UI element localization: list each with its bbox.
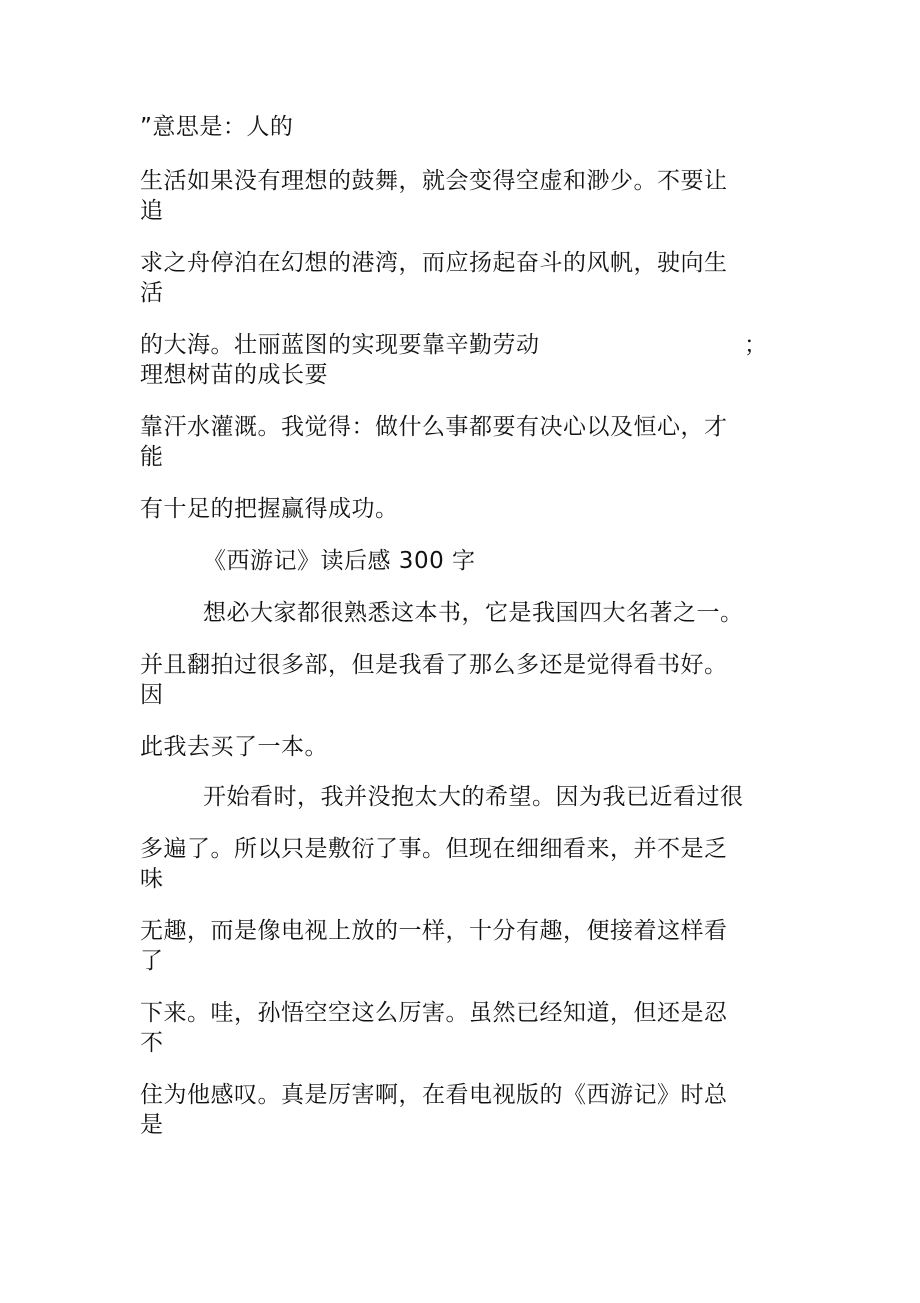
text-line: ”意思是：人的: [140, 114, 294, 140]
text-line: 味: [140, 866, 164, 892]
text-line: 理想树苗的成长要: [140, 362, 328, 388]
text-line: 追: [140, 198, 164, 224]
section-title: 《西游记》读后感 300 字: [203, 548, 476, 574]
text-line: 求之舟停泊在幻想的港湾，而应扬起奋斗的风帆，驶向生: [140, 250, 728, 276]
text-line: 能: [140, 444, 164, 470]
text-line: 并且翻拍过很多部，但是我看了那么多还是觉得看书好。: [140, 652, 728, 678]
text-line: 活: [140, 280, 164, 306]
text-line: 住为他感叹。真是厉害啊，在看电视版的《西游记》时总: [140, 1082, 728, 1108]
text-line: 无趣，而是像电视上放的一样，十分有趣，便接着这样看: [140, 918, 728, 944]
text-line: 靠汗水灌溉。我觉得：做什么事都要有决心以及恒心，才: [140, 414, 728, 440]
text-line: 不: [140, 1030, 164, 1056]
text-line: 了: [140, 948, 164, 974]
text-line: 的大海。壮丽蓝图的实现要靠辛勤劳动: [140, 332, 540, 358]
text-line: 多遍了。所以只是敷衍了事。但现在细细看来，并不是乏: [140, 836, 728, 862]
text-line: 想必大家都很熟悉这本书，它是我国四大名著之一。: [203, 600, 744, 626]
semicolon-mark: ；: [744, 332, 767, 358]
text-line: 下来。哇，孙悟空空这么厉害。虽然已经知道，但还是忍: [140, 1000, 728, 1026]
text-line: 生活如果没有理想的鼓舞，就会变得空虚和渺少。不要让: [140, 168, 728, 194]
text-line: 有十足的把握赢得成功。: [140, 496, 399, 522]
text-line: 因: [140, 682, 164, 708]
text-line: 开始看时，我并没抱太大的希望。因为我已近看过很: [203, 784, 744, 810]
text-line: 是: [140, 1112, 164, 1138]
text-line: 此我去买了一本。: [140, 734, 328, 760]
